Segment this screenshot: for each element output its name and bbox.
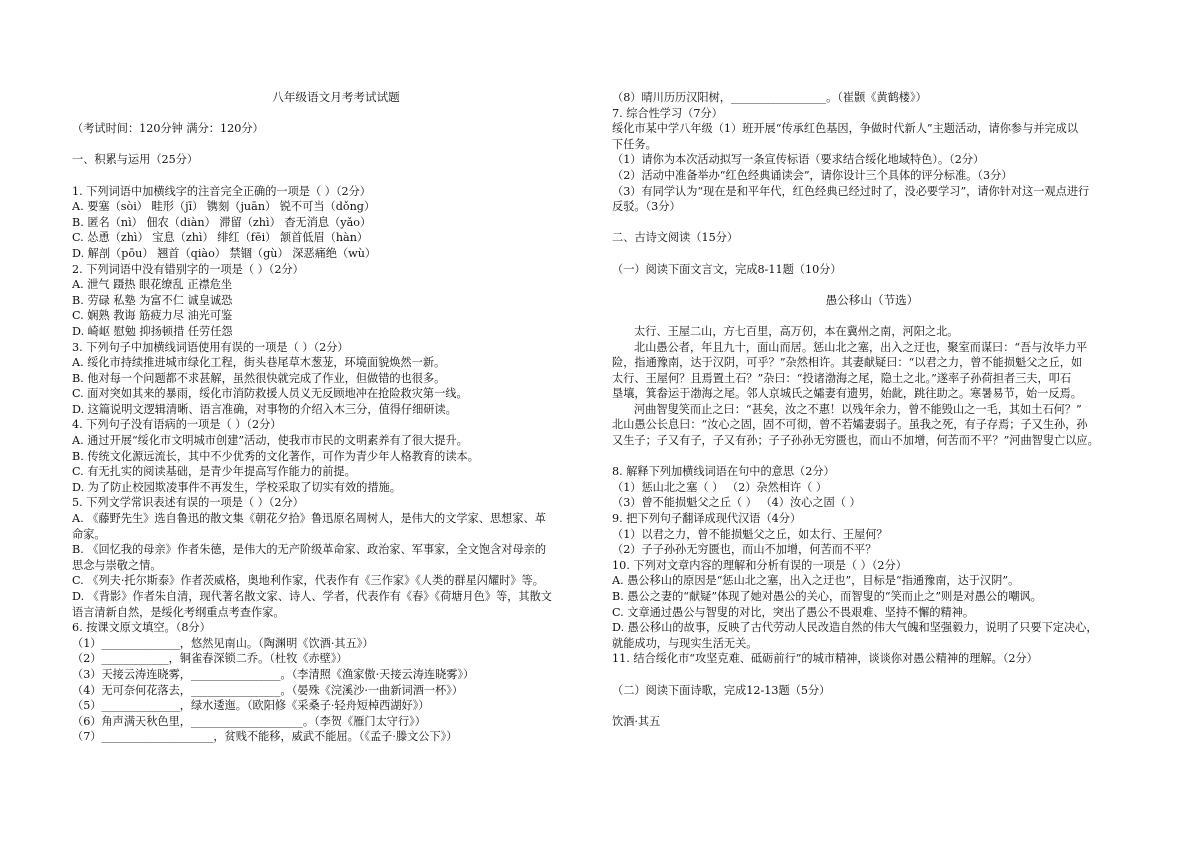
text-line: 又生子；子又有子，子又有孙；子子孙孙无穷匮也，而山不加增，何苦而不平？”河曲智叟亡以应。 — [612, 434, 1099, 448]
text-line: 语言清新自然，是绥化考纲重点考查作家。 — [72, 605, 285, 619]
text-line: 2. 下列词语中没有错别字的一项是（ ）（2分） — [72, 262, 304, 276]
text-line: （一）阅读下面文言文，完成8-11题（10分） — [612, 262, 842, 276]
spacer — [72, 168, 600, 184]
spacer — [72, 137, 600, 153]
spacer — [612, 246, 1132, 262]
text-line: （2）子子孙孙无穷匮也，而山不加增，何苦而不平？ — [612, 543, 877, 557]
text-line: 北山愚公者，年且九十，面山而居。惩山北之塞，出入之迂也，聚室而谋曰：“吾与汝毕力平 — [634, 340, 1088, 354]
text-line: 1. 下列词语中加横线字的注音完全正确的一项是（ ）（2分） — [72, 184, 371, 198]
text-line: B. 匿名（nì） 佃农（diàn） 滞留（zhì） 杳无消息（yǎo） — [72, 215, 372, 229]
text-line: （7）____________________，贫贱不能移，威武不能屈。（《孟子·滕文公下》） — [72, 730, 458, 744]
text-line: （6）角声满天秋色里，____________________。（李贺《雁门太守行》） — [72, 714, 426, 728]
text-line: D. 解剖（pōu） 翘首（qiào） 禁锢（gù） 深恶痛绝（wù） — [72, 246, 377, 260]
text-line: 10. 下列对文章内容的理解和分析有误的一项是（ ）（2分） — [612, 558, 907, 572]
text-line: 思念与崇敬之情。 — [72, 558, 162, 572]
text-line: 7. 综合性学习（7分） — [612, 106, 723, 120]
text-line: B. 传统文化源远流长，其中不少优秀的文化著作，可作为青少年人格教育的读本。 — [72, 449, 479, 463]
text-line: 下任务。 — [612, 137, 657, 151]
text-line: A. 绥化市持续推进城市绿化工程，街头巷尾草木葱茏，环境面貌焕然一新。 — [72, 356, 446, 370]
text-line: B. 他对每一个问题都不求甚解，虽然很快就完成了作业，但做错的也很多。 — [72, 371, 446, 385]
text-line: （4）无可奈何花落去，________________。（晏殊《浣溪沙·一曲新词酒一杯》） — [72, 683, 464, 697]
text-line: A. 泄气 蹑热 眼花缭乱 正襟危坐 — [72, 278, 233, 292]
spacer — [612, 449, 1132, 465]
text-line: 4. 下列句子没有语病的一项是（ ）（2分） — [72, 418, 282, 432]
text-line: C. 文章通过愚公与智叟的对比，突出了愚公不畏艰难、坚持不懈的精神。 — [612, 605, 975, 619]
text-line: C. 有无扎实的阅读基础，是青少年提高写作能力的前提。 — [72, 465, 356, 479]
text-line: B. 《回忆我的母亲》作者朱德，是伟大的无产阶级革命家、政治家、军事家，全文饱含对母亲的 — [72, 543, 547, 557]
text-line: 就能成功，与现实生活无关。 — [612, 636, 758, 650]
spacer — [612, 698, 1132, 714]
text-line: （1）______________，悠然见南山。（陶渊明《饮酒·其五》） — [72, 636, 374, 650]
text-line: （1）以君之力，曾不能损魁父之丘，如太行、王屋何？ — [612, 527, 888, 541]
text-line: 绥化市某中学八年级（1）班开展“传承红色基因，争做时代新人”主题活动，请你参与并完成以 — [612, 122, 1079, 136]
spacer — [612, 308, 1132, 324]
text-line: （2）活动中准备举办“红色经典诵读会”，请你设计三个具体的评分标准。（3分） — [612, 168, 1013, 182]
text-line: A. 《藤野先生》选自鲁迅的散文集《朝花夕拾》鲁迅原名周树人，是伟大的文学家、思想家、革 — [72, 512, 546, 526]
text-line: A. 要塞（sòi） 畦形（jī） 镌刻（juān） 锐不可当（dǒng） — [72, 200, 376, 214]
text-line: 11. 结合绥化市“攻坚克难、砥砺前行”的城市精神，谈谈你对愚公精神的理解。（2分） — [612, 652, 1038, 666]
text-line: B. 劳碌 私塾 为富不仁 诚皇诚恐 — [72, 293, 233, 307]
text-line: （8）晴川历历汉阳树，_________________。（崔颢《黄鹤楼》） — [612, 91, 927, 104]
text-line: 6. 按课文原文填空。（8分） — [72, 621, 211, 635]
text-line: D. 崎岖 慰勉 抑扬顿措 任劳任怨 — [72, 324, 233, 338]
text-line: 太行、王屋二山，方七百里，高万仞，本在冀州之南，河阳之北。 — [634, 324, 959, 338]
text-line: （3）天接云涛连晓雾，________________。（李清照《渔家傲·天接云涛连晓雾》） — [72, 667, 475, 681]
text-line: （1）请你为本次活动拟写一条宣传标语（要求结合绥化地域特色）。（2分） — [612, 153, 985, 167]
text-line: A. 通过开展“绥化市文明城市创建”活动，使我市市民的文明素养有了很大提升。 — [72, 434, 468, 448]
right-column — [612, 90, 1132, 729]
text-line: 命家。 — [72, 527, 106, 541]
text-line: （5）______________，绿水逶迤。（欧阳修《采桑子·轻舟短棹西湖好》） — [72, 699, 430, 713]
text-line: （3）曾不能损魁父之丘（ ） （4）汝心之固（ ） — [612, 496, 861, 510]
text-line: 5. 下列文学常识表述有误的一项是（ ）（2分） — [72, 496, 304, 510]
text-line: D. 愚公移山的故事，反映了古代劳动人民改造自然的伟大气魄和坚强毅力，说明了只要下定决心， — [612, 621, 1098, 635]
text-line: （3）有同学认为“现在是和平年代，红色经典已经过时了，没必要学习”，请你针对这一观点进行 — [612, 184, 1090, 198]
text-line: 反驳。（3分） — [612, 200, 681, 214]
text-line: （二）阅读下面诗歌，完成12-13题（5分） — [612, 683, 831, 697]
text-line: C. 怂恿（zhì） 宝息（zhì） 绯红（fēi） 颔首低眉（hàn） — [72, 231, 369, 245]
text-line: （1）惩山北之塞（ ） （2）杂然相许（ ） — [612, 480, 828, 494]
text-line: B. 愚公之妻的“献疑”体现了她对愚公的关心，而智叟的“笑而止之”则是对愚公的嘲讽。 — [612, 590, 1042, 603]
text-line: D. 《背影》作者朱自清，现代著名散文家、诗人、学者，代表作有《春》《荷塘月色》等，其散文 — [72, 590, 552, 603]
text-line: 9. 把下列句子翻译成现代汉语（4分） — [612, 512, 802, 526]
text-line: 险，指通豫南，达于汉阴，可乎？”杂然相许。其妻献疑曰：“以君之力，曾不能损魁父之丘，如 — [612, 356, 1083, 370]
text-line: 一、积累与运用（25分） — [72, 153, 199, 167]
text-line: 八年级语文月考考试试题 — [272, 90, 400, 104]
text-line: 二、古诗文阅读（15分） — [612, 231, 739, 245]
text-line: 北山愚公长息曰：“汝心之固，固不可彻，曾不若孀妻弱子。虽我之死，有子存焉；子又生孙，孙 — [612, 418, 1088, 432]
text-line: 3. 下列句子中加横线词语使用有误的一项是（ ）（2分） — [72, 340, 349, 354]
text-line: C. 面对突如其来的暴雨，绥化市消防救援人员义无反顾地冲在抢险救灾第一线。 — [72, 387, 468, 401]
text-line: D. 这篇说明文逻辑清晰、语言准确，对事物的介绍入木三分，值得仔细研读。 — [72, 402, 457, 416]
text-line: 饮酒·其五 — [612, 714, 661, 728]
text-line: 河曲智叟笑而止之曰：“甚矣，汝之不惠！以残年余力，曾不能毁山之一毛，其如土石何？” — [634, 402, 1082, 416]
text-line: （考试时间：120分钟 满分：120分） — [72, 122, 264, 136]
text-line: 愚公移山（节选） — [825, 292, 919, 307]
text-line: 太行、王屋何？且焉置土石？”杂曰：“投诸渤海之尾，隐土之北。”遂率子孙荷担者三夫，叩石 — [612, 371, 1072, 385]
text-line: （2）____________，铜雀春深锁二乔。（杜牧《赤壁》） — [72, 652, 348, 666]
text-line: C. 《列夫·托尔斯泰》作者茨威格，奥地利作家，代表作有《三作家》《人类的群星闪耀时》等。 — [72, 574, 544, 588]
text-line: C. 娴熟 教诲 筋疲力尽 油光可鉴 — [72, 309, 233, 323]
text-line: 8. 解释下列加横线词语在句中的意思（2分） — [612, 465, 835, 479]
text-line: 垦壤，箕畚运于渤海之尾。邻人京城氏之孀妻有遗男，始龀，跳往助之。寒暑易节，始一反焉。 — [612, 387, 1082, 401]
spacer — [612, 667, 1132, 683]
text-line: A. 愚公移山的原因是“惩山北之塞，出入之迂也”，目标是“指通豫南，达于汉阴”。 — [612, 574, 1020, 588]
spacer — [612, 215, 1132, 231]
text-line: D. 为了防止校园欺凌事件不再发生，学校采取了切实有效的措施。 — [72, 480, 401, 494]
left-column — [72, 90, 600, 745]
spacer — [612, 277, 1132, 293]
spacer — [72, 106, 600, 122]
